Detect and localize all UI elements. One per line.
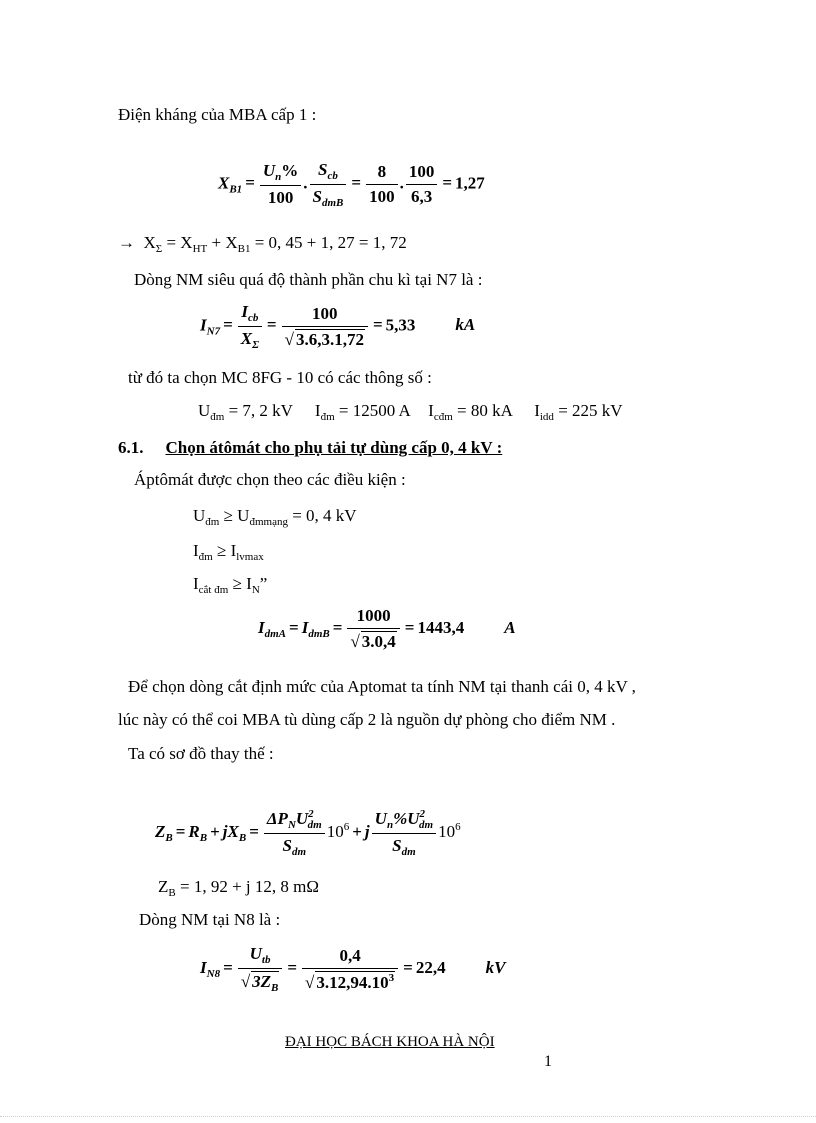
breaker-specs xyxy=(198,401,623,423)
intro-line: Điện kháng của MBA cấp 1 : xyxy=(118,105,317,124)
page-footer: ĐẠI HỌC BÁCH KHOA HÀ NỘI xyxy=(285,1034,495,1050)
equation-zb-value: $Z_B = 1$, 92 + j 12, 8 mΩ xyxy=(158,877,319,899)
equivalent-circuit-line: Ta có sơ đồ thay thế : xyxy=(128,744,274,763)
equation-xb1: $X_{B1}$ = $\frac{U_n\%}{100}$ . $\frac{S_{cb}}{S_{dmB}}$ = $\frac{8}{100}$ . $\frac{100}{6,3}$ = 1,27 xyxy=(218,160,485,209)
equation-in8: $I_{N8}$ = $\frac{U_{tb}}{√ 3Z_B}$ = $\frac{0,4}{√ 3.12,94.10^3}$ = 22,4 kV xyxy=(200,944,506,994)
equation-zb: $Z_B = R_B + jX_B$ = $\frac{\Delta P_NU^2_{dm}}{S_{dm}}$ $10^6 + j$ $\frac{U_n\%U^2_{dm}}{S_{dm}}$ $10^6$ xyxy=(155,808,461,858)
equation-xsigma: → $X_\Sigma = X_{HT} + X_{B1} = 0$, 45 + 1, 27 = 1, 72 xyxy=(118,233,407,255)
section-heading xyxy=(118,438,502,458)
short-circuit-n8-line: Dòng NM tại N8 là : xyxy=(139,910,281,929)
spec-icdm: $I_{cđm} = 80$ kA xyxy=(428,401,512,423)
section-number: 6.1. xyxy=(118,438,144,457)
breaker-choice-line: từ đó ta chọn MC 8FG - 10 có các thông số : xyxy=(128,368,432,387)
condition-breaking: $I_{cắt đm} \ge I_N$” xyxy=(193,574,268,596)
equation-in7: $I_{N7}$ = $\frac{I_{cb}}{X_\Sigma}$ = $\frac{100}{√ 3.6,3.1,72}$ = 5,33 kA xyxy=(200,302,476,351)
condition-voltage: $U_{đm} \ge U_{đmmạng} = 0$, 4 kV xyxy=(193,506,357,528)
conditions-intro: Áptômát được chọn theo các điều kiện : xyxy=(134,470,406,489)
spec-udm: $U_{đm} = 7$, 2 kV xyxy=(198,401,293,423)
paragraph-backup-source: lúc này có thể coi MBA tù dùng cấp 2 là nguồn dự phòng cho điểm NM . xyxy=(118,710,616,729)
spec-idd: $I_{idd} = 225$ kV xyxy=(534,401,623,423)
spec-idm: $I_{đm} = 12500$ A xyxy=(314,401,410,423)
page-number: 1 xyxy=(544,1053,552,1070)
paragraph-busbar: Để chọn dòng cắt định mức của Aptomat ta tính NM tại thanh cái 0, 4 kV , xyxy=(128,677,636,696)
equation-idma: $I_{dmA} = I_{dmB}$ = $\frac{1000}{√ 3.0,4}$ = 1443,4 A xyxy=(258,606,516,651)
condition-current: $I_{đm} \ge I_{lvmax}$ xyxy=(193,541,264,563)
page-edge-divider xyxy=(0,1116,816,1117)
short-circuit-n7-line: Dòng NM siêu quá độ thành phần chu kì tại N7 là : xyxy=(134,270,483,289)
section-title: Chọn átômát cho phụ tải tự dùng cấp 0, 4 kV : xyxy=(165,438,503,457)
